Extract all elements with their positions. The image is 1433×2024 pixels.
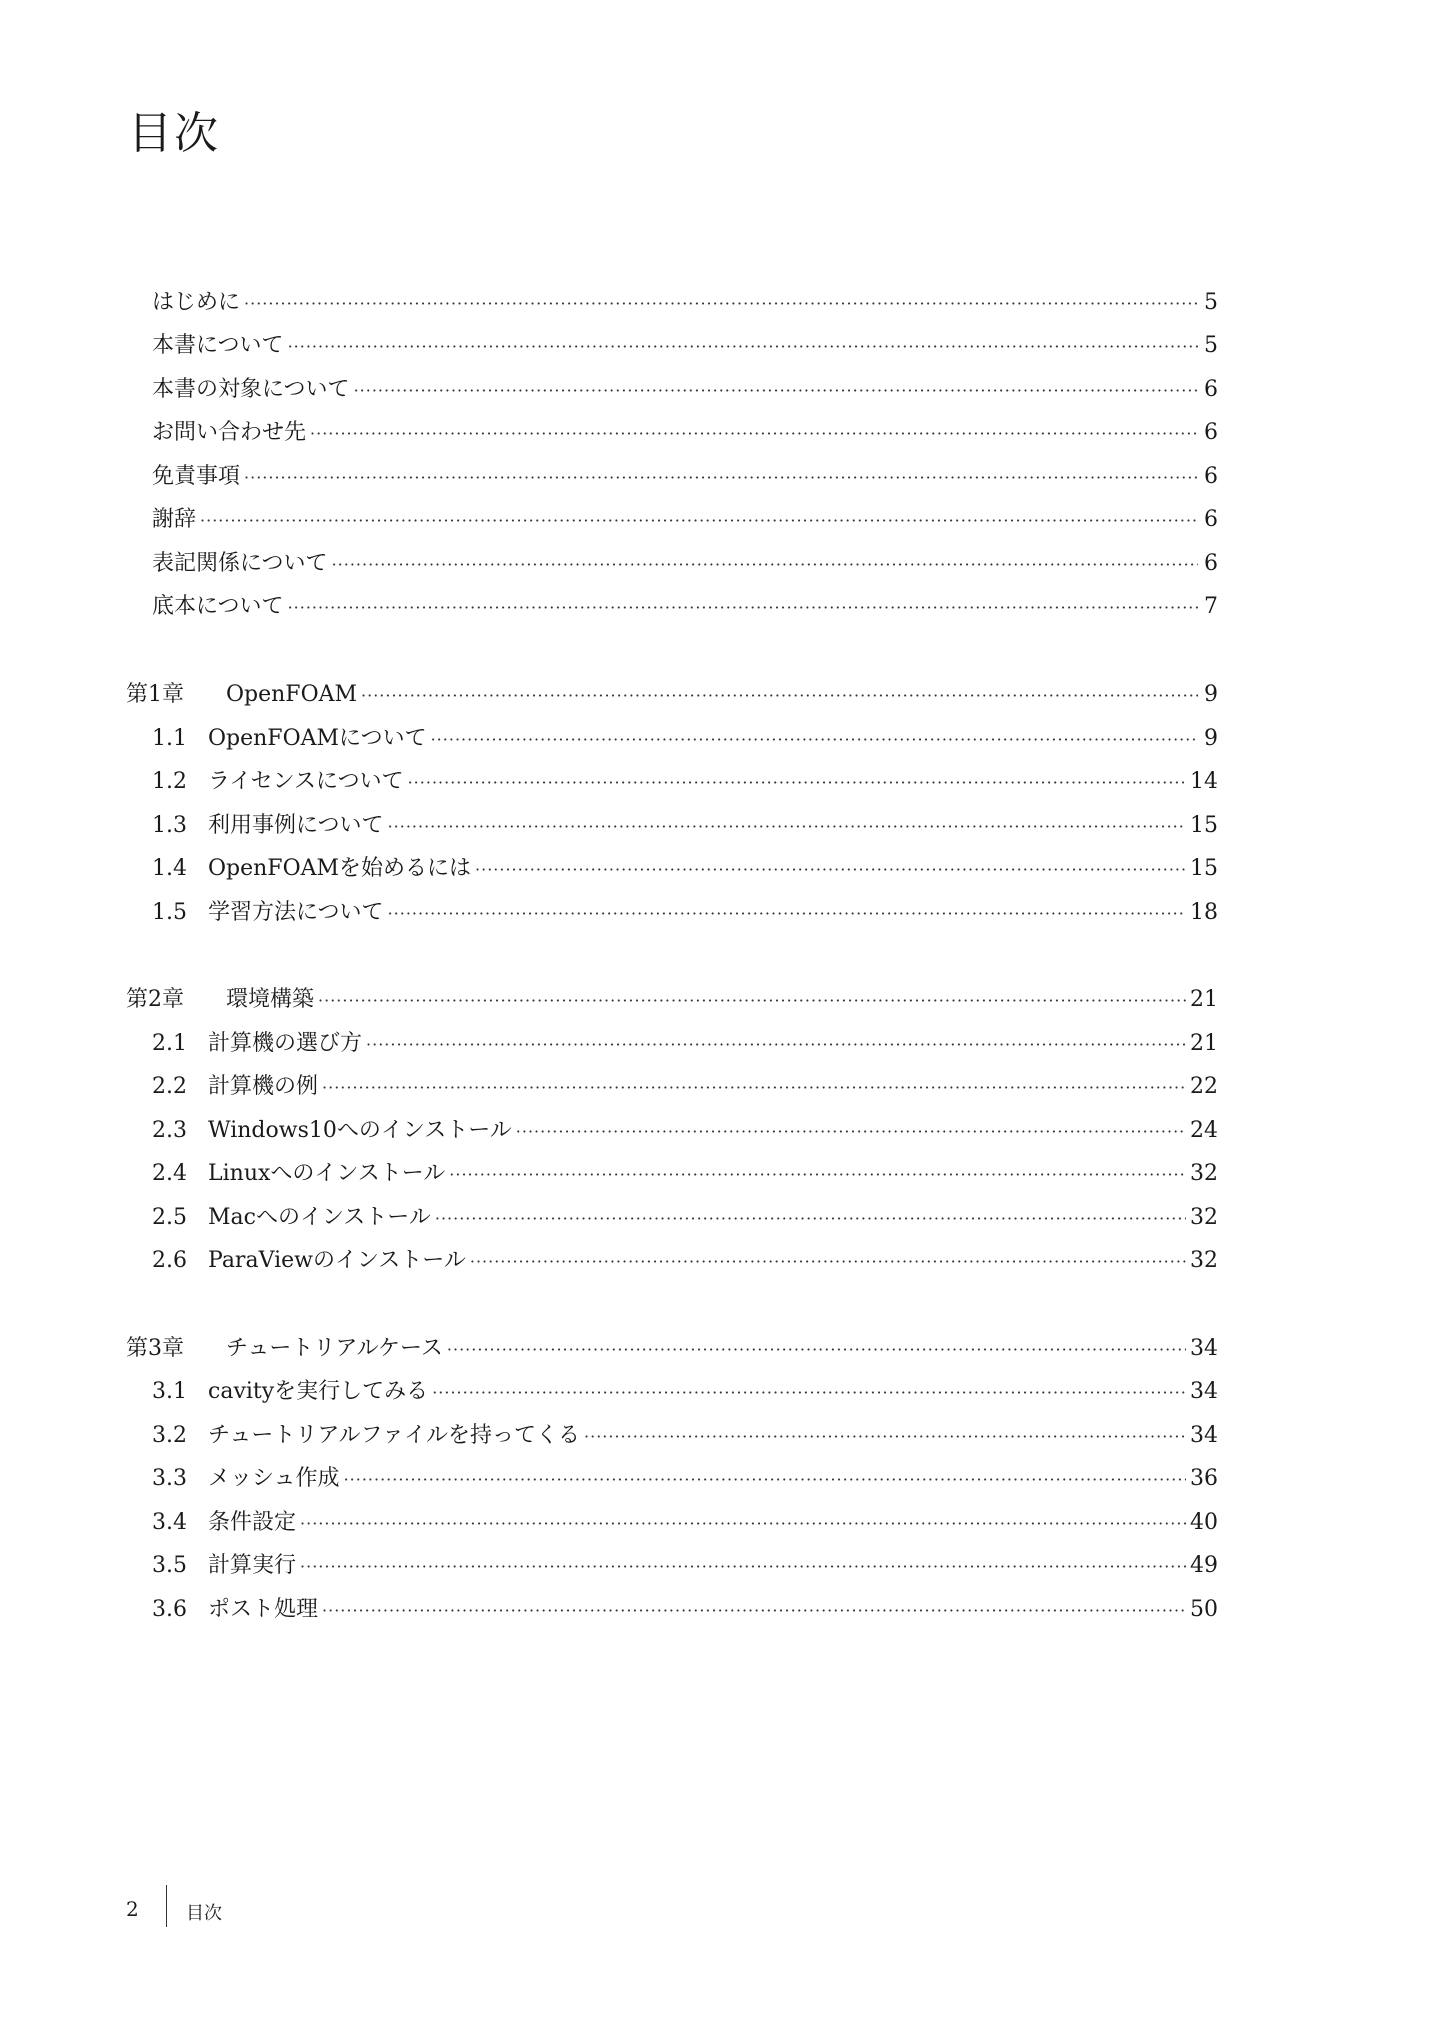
toc-entry-page: 6 <box>1204 551 1218 576</box>
toc-section-3-6[interactable] <box>152 1595 1218 1625</box>
toc-section-3-5[interactable] <box>152 1551 1218 1581</box>
section-title: ポスト処理 <box>208 1597 319 1622</box>
section-page: 40 <box>1190 1510 1218 1535</box>
dot-leader <box>435 1204 1186 1234</box>
dot-leader <box>449 1160 1186 1190</box>
section-page: 14 <box>1190 769 1218 794</box>
toc-entry-page: 6 <box>1204 420 1218 445</box>
section-number: 2.3 <box>152 1118 187 1143</box>
section-number: 2.5 <box>152 1205 187 1230</box>
section-number: 2.1 <box>152 1031 187 1056</box>
section-title: Linuxへのインストール <box>208 1161 446 1186</box>
section-title: 利用事例について <box>208 813 384 838</box>
toc-entry-notation[interactable] <box>152 549 1218 579</box>
toc-entry-page: 6 <box>1204 377 1218 402</box>
toc-section-2-6[interactable] <box>152 1246 1218 1276</box>
chapter-number: 第3章 <box>126 1336 184 1361</box>
page-title: 目次 <box>128 108 220 159</box>
section-number: 3.6 <box>152 1597 187 1622</box>
toc-section-1-2[interactable] <box>152 767 1218 797</box>
dot-leader <box>470 1247 1186 1277</box>
section-number: 3.1 <box>152 1379 187 1404</box>
toc-section-2-4[interactable] <box>152 1159 1218 1189</box>
toc-entry-page: 6 <box>1204 464 1218 489</box>
section-page: 9 <box>1204 726 1218 751</box>
dot-leader <box>244 463 1198 493</box>
section-page: 36 <box>1190 1466 1218 1491</box>
toc-section-2-2[interactable] <box>152 1072 1218 1102</box>
toc-entry-title: 底本について <box>152 594 284 619</box>
dot-leader <box>310 419 1198 449</box>
toc-entry-about-book[interactable] <box>152 331 1218 361</box>
toc-chapter-2[interactable] <box>126 985 1218 1015</box>
section-title: OpenFOAMについて <box>208 726 427 751</box>
toc-entry-page: 5 <box>1204 290 1218 315</box>
toc-entry-title: お問い合わせ先 <box>152 420 307 445</box>
footer-page-number: 2 <box>126 1897 139 1921</box>
section-number: 1.3 <box>152 813 187 838</box>
dot-leader <box>475 855 1186 885</box>
toc-section-2-5[interactable] <box>152 1203 1218 1233</box>
section-number: 1.1 <box>152 726 187 751</box>
section-title: ParaViewのインストール <box>208 1248 466 1273</box>
dot-leader <box>288 593 1198 623</box>
section-title: メッシュ作成 <box>208 1466 340 1491</box>
section-page: 32 <box>1190 1161 1218 1186</box>
section-title: 計算機の選び方 <box>208 1031 363 1056</box>
toc-section-1-4[interactable] <box>152 854 1218 884</box>
dot-leader <box>388 899 1186 929</box>
toc-entry-page: 7 <box>1204 594 1218 619</box>
chapter-page: 34 <box>1190 1336 1218 1361</box>
toc-section-3-1[interactable] <box>152 1377 1218 1407</box>
section-page: 49 <box>1190 1553 1218 1578</box>
section-number: 2.2 <box>152 1074 187 1099</box>
section-page: 34 <box>1190 1423 1218 1448</box>
toc-entry-hajimeni[interactable] <box>152 288 1218 318</box>
dot-leader <box>431 725 1198 755</box>
toc-section-1-3[interactable] <box>152 811 1218 841</box>
chapter-number: 第2章 <box>126 987 184 1012</box>
dot-leader <box>318 986 1186 1016</box>
section-page: 32 <box>1190 1248 1218 1273</box>
toc-entry-page: 6 <box>1204 507 1218 532</box>
chapter-page: 9 <box>1204 682 1218 707</box>
toc-entry-acknowledgements[interactable] <box>152 505 1218 535</box>
dot-leader <box>322 1596 1186 1626</box>
chapter-title: 環境構築 <box>226 987 315 1012</box>
section-title: 学習方法について <box>208 900 384 925</box>
toc-entry-title: 本書について <box>152 333 284 358</box>
section-page: 32 <box>1190 1205 1218 1230</box>
dot-leader <box>300 1509 1186 1539</box>
toc-entry-title: 表記関係について <box>152 551 328 576</box>
dot-leader <box>288 332 1198 362</box>
section-number: 1.5 <box>152 900 187 925</box>
dot-leader <box>447 1335 1186 1365</box>
section-title: 計算機の例 <box>208 1074 319 1099</box>
toc-entry-title: 謝辞 <box>152 507 197 532</box>
dot-leader <box>366 1030 1186 1060</box>
footer-running-head: 目次 <box>186 1903 222 1924</box>
toc-entry-source-text[interactable] <box>152 592 1218 622</box>
section-title: チュートリアルファイルを持ってくる <box>208 1423 581 1448</box>
toc-section-3-4[interactable] <box>152 1508 1218 1538</box>
section-number: 2.4 <box>152 1161 187 1186</box>
section-title: Windows10へのインストール <box>208 1118 512 1143</box>
toc-section-2-3[interactable] <box>152 1116 1218 1146</box>
toc-chapter-1[interactable] <box>126 680 1218 710</box>
section-title: 計算実行 <box>208 1553 297 1578</box>
section-number: 3.5 <box>152 1553 187 1578</box>
section-title: 条件設定 <box>208 1510 297 1535</box>
dot-leader <box>408 768 1186 798</box>
toc-section-1-5[interactable] <box>152 898 1218 928</box>
section-page: 24 <box>1190 1118 1218 1143</box>
dot-leader <box>244 289 1198 319</box>
dot-leader <box>432 1378 1186 1408</box>
section-title: cavityを実行してみる <box>208 1379 429 1404</box>
dot-leader <box>354 376 1198 406</box>
toc-entry-title: はじめに <box>152 290 241 315</box>
section-number: 3.4 <box>152 1510 187 1535</box>
chapter-page: 21 <box>1190 987 1218 1012</box>
dot-leader <box>516 1117 1186 1147</box>
chapter-number: 第1章 <box>126 682 184 707</box>
chapter-title: チュートリアルケース <box>226 1336 443 1361</box>
footer-divider <box>166 1885 167 1927</box>
toc-section-2-1[interactable] <box>152 1029 1218 1059</box>
toc-entry-title: 免責事項 <box>152 464 241 489</box>
dot-leader <box>322 1073 1186 1103</box>
dot-leader <box>300 1552 1186 1582</box>
section-number: 3.2 <box>152 1423 187 1448</box>
toc-entry-disclaimer[interactable] <box>152 462 1218 492</box>
section-title: Macへのインストール <box>208 1205 431 1230</box>
toc-chapter-3[interactable] <box>126 1334 1218 1364</box>
dot-leader <box>332 550 1198 580</box>
dot-leader <box>200 506 1198 536</box>
chapter-title: OpenFOAM <box>226 682 358 707</box>
toc-entry-title: 本書の対象について <box>152 377 350 402</box>
toc-entry-page: 5 <box>1204 333 1218 358</box>
dot-leader <box>344 1465 1186 1495</box>
section-title: ライセンスについて <box>208 769 404 794</box>
toc-section-3-2[interactable] <box>152 1421 1218 1451</box>
dot-leader <box>388 812 1186 842</box>
section-number: 1.2 <box>152 769 187 794</box>
toc-entry-contact[interactable] <box>152 418 1218 448</box>
section-title: OpenFOAMを始めるには <box>208 856 472 881</box>
section-page: 22 <box>1190 1074 1218 1099</box>
section-number: 1.4 <box>152 856 187 881</box>
section-page: 21 <box>1190 1031 1218 1056</box>
section-page: 34 <box>1190 1379 1218 1404</box>
toc-section-3-3[interactable] <box>152 1464 1218 1494</box>
section-number: 2.6 <box>152 1248 187 1273</box>
toc-entry-audience[interactable] <box>152 375 1218 405</box>
section-page: 15 <box>1190 856 1218 881</box>
section-page: 15 <box>1190 813 1218 838</box>
section-number: 3.3 <box>152 1466 187 1491</box>
toc-section-1-1[interactable] <box>152 724 1218 754</box>
dot-leader <box>361 681 1198 711</box>
section-page: 18 <box>1190 900 1218 925</box>
section-page: 50 <box>1190 1597 1218 1622</box>
dot-leader <box>584 1422 1186 1452</box>
